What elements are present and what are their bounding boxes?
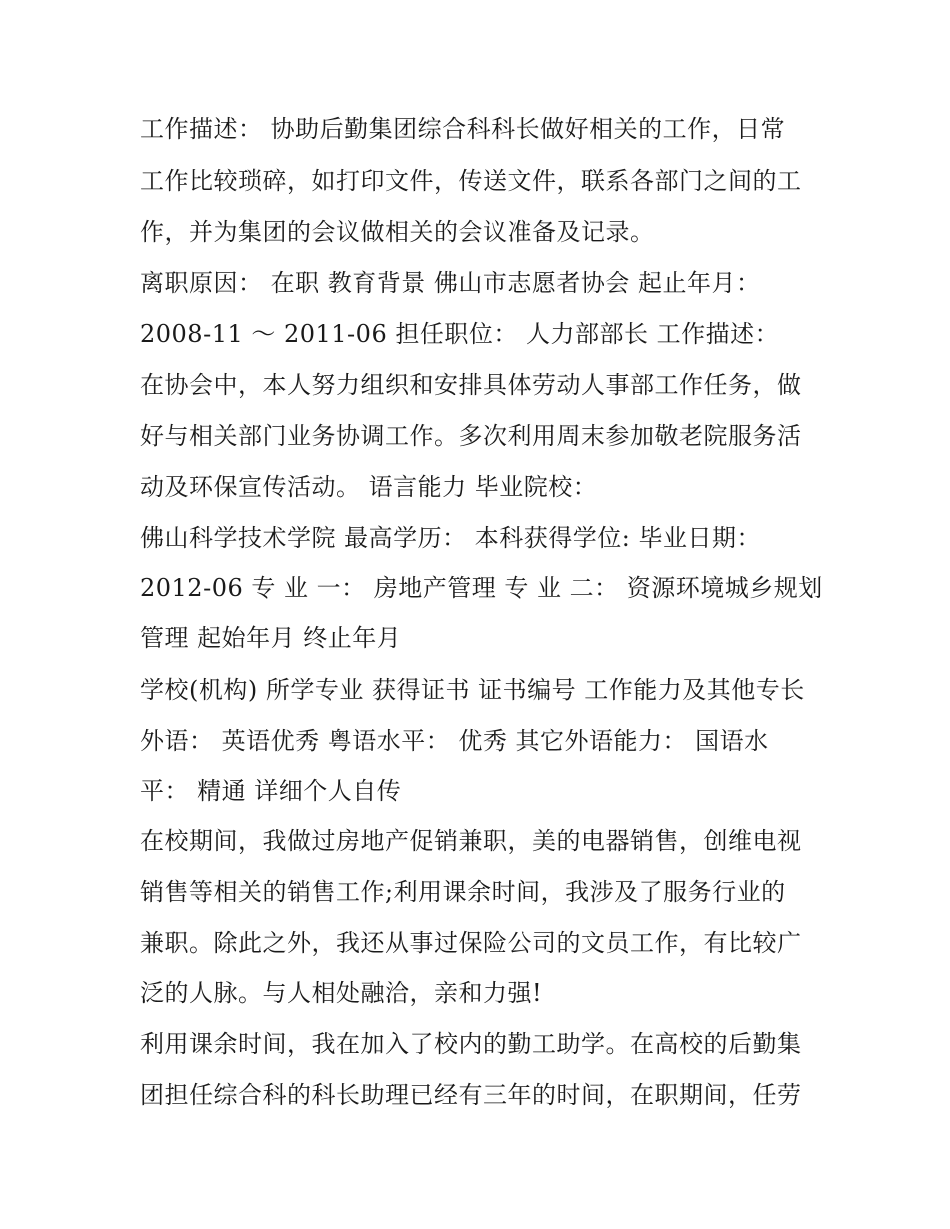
text-line: 外语： 英语优秀 粤语水平： 优秀 其它外语能力： 国语水 — [140, 727, 769, 755]
text-line: 在校期间，我做过房地产促销兼职，美的电器销售，创维电视 — [140, 827, 802, 855]
text-line: 泛的人脉。与人相处融洽，亲和力强! — [140, 979, 543, 1007]
text-line: 工作描述： 协助后勤集团综合科科长做好相关的工作，日常 — [140, 115, 786, 143]
text-line: 学校(机构) 所学专业 获得证书 证书编号 工作能力及其他专长 — [140, 676, 805, 704]
text-line: 平： 精通 详细个人自传 — [140, 777, 402, 805]
text-line: 好与相关部门业务协调工作。多次利用周末参加敬老院服务活 — [140, 422, 802, 450]
text-line: 团担任综合科的科长助理已经有三年的时间，在职期间，任劳 — [140, 1081, 802, 1109]
text-line: 动及环保宣传活动。 语言能力 毕业院校： — [140, 473, 598, 501]
text-line: 兼职。除此之外，我还从事过保险公司的文员工作，有比较广 — [140, 929, 802, 957]
text-line: 2012-06 专 业 一： 房地产管理 专 业 二： 资源环境城乡规划 — [140, 574, 823, 602]
text-line: 利用课余时间，我在加入了校内的勤工助学。在高校的后勤集 — [140, 1030, 802, 1058]
text-line: 作，并为集团的会议做相关的会议准备及记录。 — [140, 218, 655, 246]
text-line: 离职原因： 在职 教育背景 佛山市志愿者协会 起止年月： — [140, 269, 761, 297]
text-line: 销售等相关的销售工作;利用课余时间，我涉及了服务行业的 — [140, 878, 786, 906]
text-line: 佛山科学技术学院 最高学历： 本科获得学位: 毕业日期： — [140, 524, 761, 552]
text-line: 在协会中，本人努力组织和安排具体劳动人事部工作任务，做 — [140, 371, 802, 399]
text-line: 管理 起始年月 终止年月 — [140, 624, 402, 652]
text-line: 工作比较琐碎，如打印文件，传送文件，联系各部门之间的工 — [140, 167, 802, 195]
text-line: 2008-11 ～ 2011-06 担任职位： 人力部部长 工作描述： — [140, 320, 780, 348]
